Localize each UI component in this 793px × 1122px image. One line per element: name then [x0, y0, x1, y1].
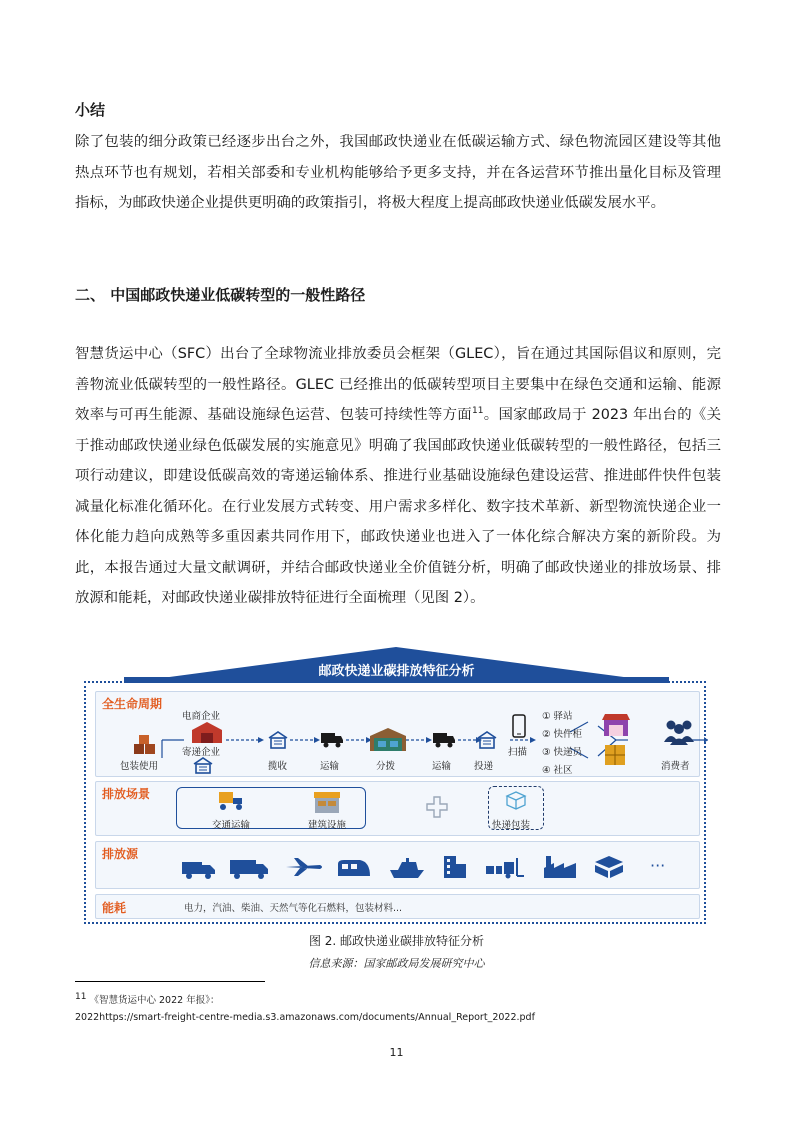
pickup-label: 揽收 — [268, 761, 288, 772]
summary-heading: 小结 — [75, 101, 106, 119]
ship-icon — [388, 856, 426, 880]
footnote-ref[interactable]: 11 — [472, 406, 484, 417]
ecommerce-label: 电商企业 — [182, 711, 221, 722]
option-locker: ② 快件柜 — [542, 729, 583, 740]
paragraph-part-b: 。国家邮政局于 2023 年出台的《关于推动邮政快递业绿色低碳发展的实施意见》明确了我国邮政快递业低碳转型的一般性路径，包括三项行动建议，即建设低碳高效的寄递运输体系、推进行业基础设施绿色建设运营、推进邮件快件包装减量化标准化循环化。在行业发展方式转变、用户需求多样化、数字技术革新、新型物流快递企业一体化能力趋向成熟等多重因素共同作用下，邮政快递业也进入了一体化综合解决方案的新阶段。为此，本报告通过大量文献调研，并结合邮政快递业全价值链分析，明确了邮政快递业的排放场景、排放源和能耗，对邮政快递业碳排放特征进行全面梳理（见图 2）。 — [75, 407, 721, 606]
transport1-label: 运输 — [320, 761, 340, 772]
scenes-label: 排放场景 — [102, 787, 151, 801]
energy-text: 电力，汽油、柴油、天然气等化石燃料，包装材料... — [184, 903, 403, 914]
footnote-number: 11 — [75, 991, 87, 1002]
footnote-title: 《智慧货运中心 2022 年报》： — [89, 995, 220, 1006]
scene-building: 建筑设施 — [308, 820, 347, 831]
delivery-station-icon — [476, 730, 498, 750]
consumers-icon — [662, 718, 696, 746]
option-courier: ③ 快递员 — [542, 747, 583, 758]
page-number: 11 — [389, 1046, 404, 1059]
airplane-icon — [284, 856, 324, 878]
delivery-label: 投递 — [474, 761, 494, 772]
footnote-line1 — [75, 992, 219, 1006]
forklift-icon — [484, 856, 526, 880]
figure-frame — [84, 681, 706, 924]
shipper-label: 寄递企业 — [182, 747, 221, 758]
open-box-icon — [505, 790, 527, 810]
packages-icon — [132, 734, 158, 756]
emission-scenes-row — [95, 781, 700, 836]
sources-label: 排放源 — [102, 847, 139, 861]
scan-label: 扫描 — [508, 747, 528, 758]
emission-figure — [84, 643, 709, 925]
pickup-icon — [267, 730, 289, 750]
parcel-locker-icon — [604, 744, 626, 766]
warehouse-building-icon — [312, 790, 342, 814]
emission-sources-row — [95, 841, 700, 889]
figure-caption: 图 2. 邮政快递业碳排放特征分析 — [308, 934, 485, 948]
factory-icon — [542, 852, 578, 880]
lifecycle-row — [95, 691, 700, 777]
paragraph-part-a: 智慧货运中心（SFC）出台了全球物流业排放委员会框架（GLEC），旨在通过其国际倡议和原则，完善物流业低碳转型的一般性路径。GLEC 已经推出的低碳转型项目主要集中在绿色交通和运输、能源效率与可再生能源、基础设施绿色运营、包装可持续性等方面 — [75, 346, 721, 423]
scene-packaging: 快递包装 — [492, 820, 531, 831]
van-icon — [320, 730, 344, 748]
energy-label: 能耗 — [102, 901, 127, 915]
summary-paragraph: 除了包装的细分政策已经逐步出台之外，我国邮政快递业在低碳运输方式、绿色物流园区建设等其他热点环节也有规划，若相关部委和专业机构能够给予更多支持，并在各运营环节推出量化目标及管理指标，为邮政快递企业提供更明确的政策指引，将极大程度上提高邮政快递业低碳发展水平。 — [75, 134, 721, 211]
transport2-label: 运输 — [432, 761, 452, 772]
option-community: ④ 社区 — [542, 765, 573, 776]
train-icon — [336, 856, 372, 880]
plus-icon — [426, 796, 448, 818]
footnote-separator — [75, 981, 265, 982]
energy-row — [95, 894, 700, 919]
lifecycle-label: 全生命周期 — [102, 697, 163, 711]
more-sources: ··· — [650, 856, 666, 875]
figure-title: 邮政快递业碳排放特征分析 — [318, 664, 475, 679]
consumer-label: 消费者 — [661, 761, 690, 772]
lorry-icon — [228, 856, 270, 880]
figure-source: 信息来源：国家邮政局发展研究中心 — [308, 957, 485, 970]
footnote-url[interactable]: 2022https://smart-freight-centre-media.s3.amazonaws.com/documents/Annual_Report_2022.pdf — [75, 1012, 535, 1023]
phone-scan-icon — [512, 714, 526, 738]
section-heading: 二、 中国邮政快递业低碳转型的一般性路径 — [75, 286, 366, 304]
van2-icon — [432, 730, 456, 748]
packaging-use-label: 包装使用 — [120, 761, 159, 772]
storefront-icon — [601, 712, 631, 738]
section-paragraph — [75, 339, 721, 614]
delivery-scooter-icon — [216, 790, 246, 812]
scene-transport: 交通运输 — [212, 820, 251, 831]
truck-icon — [180, 856, 218, 880]
building-icon — [442, 854, 468, 880]
sorting-center-icon — [368, 726, 408, 752]
option-station: ① 驿站 — [542, 711, 573, 722]
sorting-label: 分拨 — [376, 761, 396, 772]
box-icon — [592, 854, 626, 880]
